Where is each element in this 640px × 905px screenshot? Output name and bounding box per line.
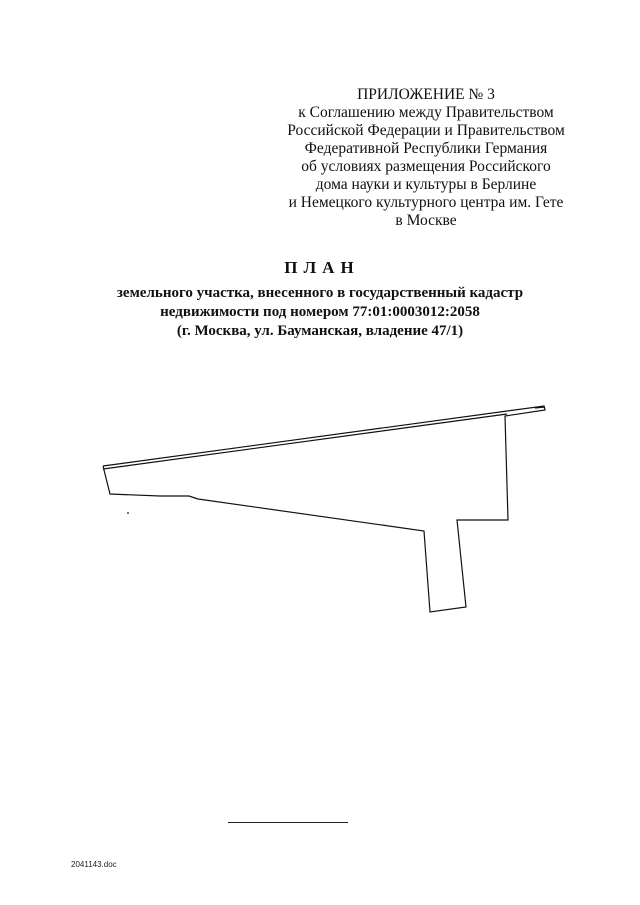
footer-file-name: 2041143.doc: [71, 860, 117, 869]
parcel-top-edge: [103, 414, 507, 469]
appendix-line: в Москве: [395, 212, 457, 229]
signature-line: [228, 822, 348, 823]
plan-title: ПЛАН: [284, 258, 360, 277]
appendix-line: дома науки и культуры в Берлине: [315, 176, 537, 193]
plan-subtitle-line: недвижимости под номером 77:01:0003012:2058: [160, 304, 480, 320]
parcel-point-mark: [127, 512, 129, 514]
appendix-line: к Соглашению между Правительством: [298, 104, 554, 121]
appendix-number: ПРИЛОЖЕНИЕ № 3: [357, 86, 495, 103]
appendix-line: Российской Федерации и Правительством: [287, 122, 565, 139]
plan-subtitle-line: (г. Москва, ул. Бауманская, владение 47/1): [176, 323, 464, 339]
plan-subtitle-line: земельного участка, внесенного в государственный кадастр: [116, 285, 524, 301]
parcel-outline: [103, 406, 545, 612]
appendix-line: об условиях размещения Российского: [301, 158, 551, 175]
appendix-line: Федеративной Республики Германия: [304, 140, 548, 157]
appendix-line: и Немецкого культурного центра им. Гете: [288, 194, 564, 211]
